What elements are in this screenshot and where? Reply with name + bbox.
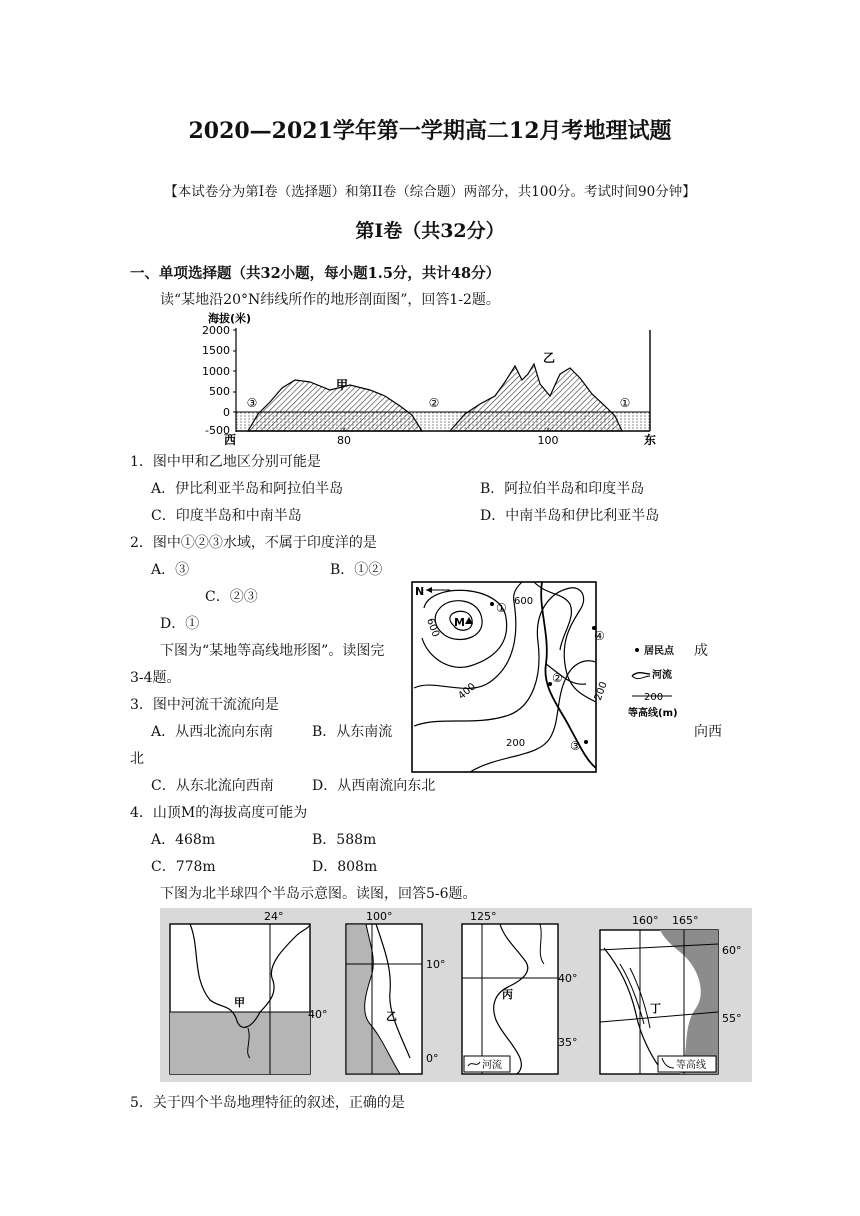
peak-label: M	[454, 616, 465, 629]
site-3: ③	[570, 739, 581, 753]
peninsulas-figure	[160, 908, 752, 1082]
y-tick-1000: 1000	[202, 365, 230, 378]
north-label: N	[415, 585, 425, 598]
q34-intro-cheng: 成	[694, 643, 708, 659]
q3-option-d: D．从西南流向东北	[312, 778, 436, 794]
p2-label-yi: 乙	[386, 1010, 397, 1023]
west-label: 西	[224, 433, 237, 447]
y-tick-2000: 2000	[202, 324, 230, 337]
x-tick-100: 100	[537, 434, 559, 447]
y-axis-label: 海拔(米)	[208, 312, 252, 325]
q1-option-b: B．阿拉伯半岛和印度半岛	[480, 481, 645, 497]
contour-label-200-bottom: 200	[506, 738, 526, 749]
y-tick-1500: 1500	[202, 344, 230, 357]
p4-longitude-1: 160°	[632, 914, 659, 927]
q3-option-b-part3: 北	[130, 751, 144, 767]
q2-stem: 2．图中①②③水域，不属于印度洋的是	[130, 535, 377, 551]
label-yi: 乙	[543, 351, 556, 365]
p1-longitude: 24°	[264, 910, 284, 923]
p3-latitude-top: 40°	[558, 972, 578, 985]
section-title: 一、单项选择题（共32小题，每小题1.5分，共计48分）	[130, 265, 501, 282]
p1-label-jia: 甲	[234, 996, 245, 1009]
p4-latitude-bottom: 55°	[722, 1012, 742, 1025]
p1-latitude: 40°	[308, 1008, 328, 1021]
water-label-1: ①	[619, 396, 631, 410]
contour-label-600-left: 600	[424, 616, 441, 639]
q2-option-a: A．③	[151, 562, 190, 578]
q56-intro: 下图为北半球四个半岛示意图。读图，回答5-6题。	[160, 886, 477, 902]
q3-option-a: A．从西北流向东南	[151, 724, 274, 740]
p3-longitude: 125°	[470, 910, 497, 923]
q4-stem: 4．山顶M的海拔高度可能为	[130, 805, 308, 821]
east-label: 东	[644, 433, 657, 447]
water-label-3: ③	[246, 396, 258, 410]
q1-option-d: D．中南半岛和伊比利亚半岛	[480, 508, 660, 524]
q5-stem: 5．关于四个半岛地理特征的叙述，正确的是	[130, 1095, 405, 1111]
page-title: 2020—2021学年第一学期高二12月考地理试题	[188, 118, 672, 144]
q1-stem: 1．图中甲和乙地区分别可能是	[130, 454, 321, 470]
q3-stem: 3．图中河流干流流向是	[130, 697, 279, 713]
settlement-legend-icon	[635, 648, 639, 652]
volume-title: 第I卷（共32分）	[355, 220, 505, 242]
q2-option-d: D．①	[160, 616, 200, 632]
q3-option-b-part1: B．从东南流	[312, 724, 393, 740]
water-label-2: ②	[428, 396, 440, 410]
q3-option-c: C．从东北流向西南	[151, 778, 274, 794]
legend-contour-value: 200	[644, 692, 664, 703]
contour-label-400: 400	[456, 681, 479, 702]
q34-intro-line1: 下图为“某地等高线地形图”。读图完	[160, 643, 385, 659]
q1-option-a: A．伊比利亚半岛和阿拉伯半岛	[151, 481, 344, 497]
legend-river: 河流	[652, 670, 672, 681]
q4-option-c: C．778m	[151, 859, 216, 875]
p4-latitude-top: 60°	[722, 944, 742, 957]
p4-label-ding: 丁	[650, 1002, 661, 1015]
site-1: ①	[496, 601, 507, 615]
contour-label-200-right: 200	[592, 680, 610, 703]
p3-legend-river: 河流	[482, 1060, 502, 1071]
p4-longitude-2: 165°	[672, 914, 699, 927]
q4-option-a: A．468m	[151, 832, 216, 848]
q34-intro-line2: 3-4题。	[130, 670, 181, 686]
label-jia: 甲	[336, 378, 349, 392]
y-tick-500: 500	[209, 385, 230, 398]
p2-latitude-top: 10°	[426, 958, 446, 971]
exam-intro: 【本试卷分为第I卷（选择题）和第II卷（综合题）两部分，共100分。考试时间90分钟】	[164, 184, 696, 200]
site-4: ④	[594, 629, 605, 643]
q12-intro: 读“某地沿20°N纬线所作的地形剖面图”，回答1-2题。	[160, 292, 500, 308]
p3-latitude-bottom: 35°	[558, 1036, 578, 1049]
site-2: ②	[552, 671, 563, 685]
terrain-jia	[248, 380, 422, 431]
q4-option-d: D．808m	[312, 859, 378, 875]
p2-longitude: 100°	[366, 910, 393, 923]
y-tick-minus500: -500	[205, 424, 230, 437]
legend-settlement: 居民点	[644, 646, 674, 657]
q2-option-c: C．②③	[205, 589, 258, 605]
p4-legend-contour: 等高线	[676, 1060, 706, 1071]
river-legend-icon	[632, 673, 650, 676]
contour-label-600-top: 600	[514, 596, 534, 607]
terrain-yi	[450, 364, 622, 431]
y-tick-0: 0	[223, 406, 230, 419]
legend-contour: 等高线(m)	[628, 708, 678, 719]
q3-option-b-part2: 向西	[694, 724, 722, 740]
x-tick-80: 80	[337, 434, 351, 447]
p2-latitude-bottom: 0°	[426, 1052, 439, 1065]
q1-option-c: C．印度半岛和中南半岛	[151, 508, 302, 524]
p3-label-bing: 丙	[502, 988, 513, 1001]
peninsula-panel-jia	[170, 910, 328, 1074]
terrain-profile-figure	[200, 310, 660, 450]
q4-option-b: B．588m	[312, 832, 377, 848]
contour-map-figure	[410, 578, 690, 778]
q2-option-b: B．①②	[330, 562, 383, 578]
